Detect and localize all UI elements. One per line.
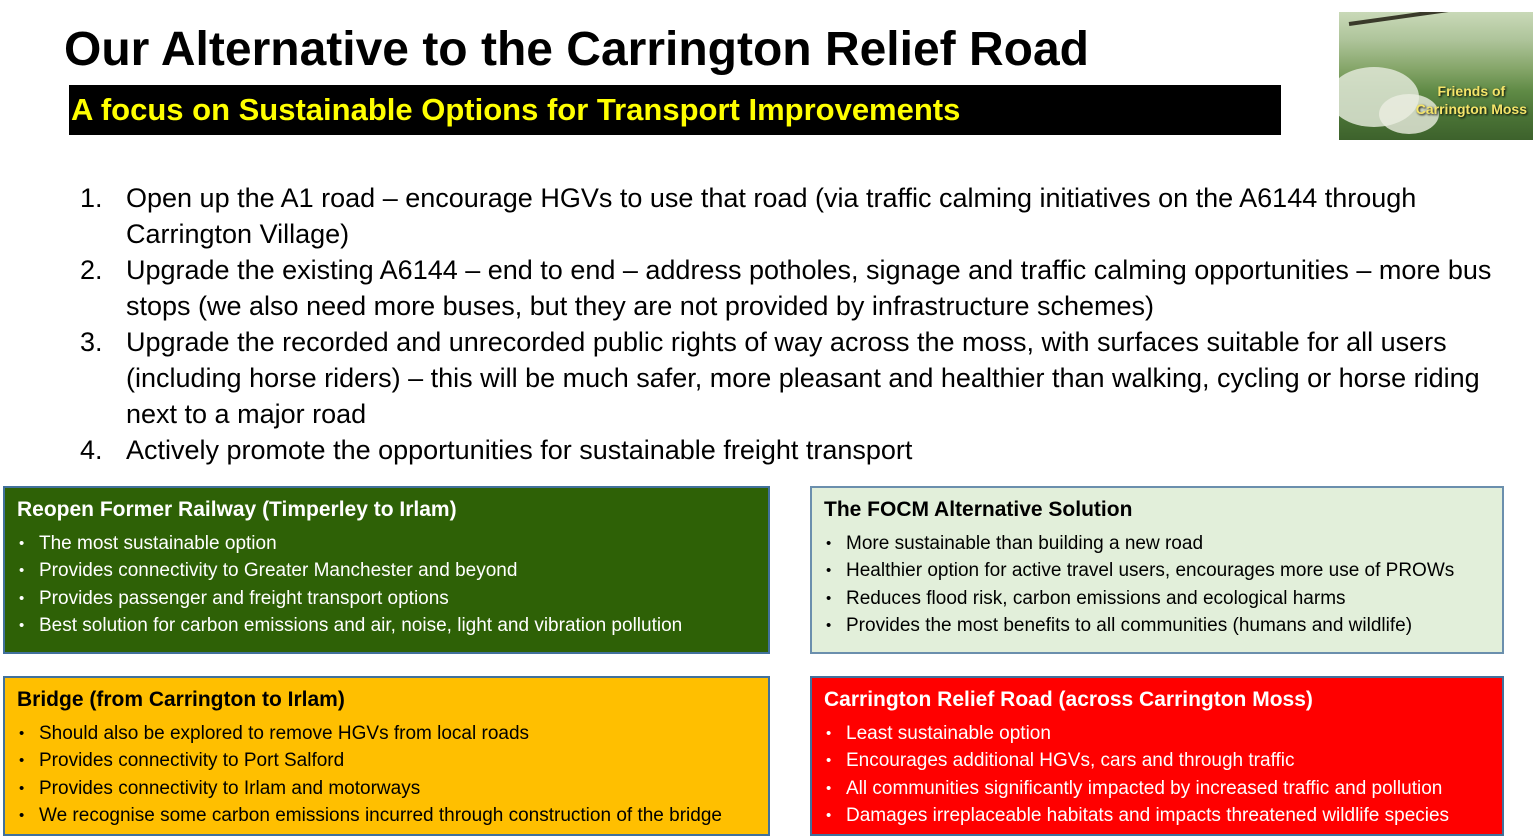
bridge-option-box (3, 676, 770, 836)
list-item: • All communities significantly impacted by increased traffic and pollution (824, 775, 1490, 802)
list-item: • Healthier option for active travel users, encourages more use of PROWs (824, 557, 1490, 584)
page-title: Our Alternative to the Carrington Relief Road (64, 23, 1089, 76)
list-item-text: Upgrade the recorded and unrecorded public rights of way across the moss, with surfaces suitable for all users (including horse riders) – this will be much safer, more pleasant and healthier than walking, cycling or horse riding next to a major road (126, 327, 1480, 429)
list-item: • Reduces flood risk, carbon emissions and ecological harms (824, 585, 1490, 612)
list-item-text: Actively promote the opportunities for sustainable freight transport (126, 435, 913, 465)
friends-of-carrington-moss-logo (1339, 12, 1533, 140)
focm-solution-box (810, 486, 1504, 654)
list-item: • Should also be explored to remove HGVs from local roads (17, 720, 756, 747)
list-item: • More sustainable than building a new road (824, 530, 1490, 557)
logo-text-line1: Friends of (1437, 83, 1506, 99)
list-item: • Provides connectivity to Port Salford (17, 747, 756, 774)
logo-branch (1349, 12, 1528, 26)
list-item: • Encourages additional HGVs, cars and through traffic (824, 747, 1490, 774)
list-item: • Provides passenger and freight transport options (17, 585, 756, 612)
list-item: • The most sustainable option (17, 530, 756, 557)
bridge-option-title: Bridge (from Carrington to Irlam) (17, 688, 345, 711)
railway-option-title: Reopen Former Railway (Timperley to Irlam) (17, 498, 457, 521)
list-item: • Provides connectivity to Greater Manchester and beyond (17, 557, 756, 584)
relief-road-option-list (824, 720, 1490, 829)
list-item: • Provides connectivity to Irlam and motorways (17, 775, 756, 802)
list-item (80, 180, 1520, 252)
list-item-number: 1. (80, 183, 103, 213)
railway-option-box (3, 486, 770, 654)
list-item-text: Upgrade the existing A6144 – end to end – address potholes, signage and traffic calming opportunities – more bus stops (we also need more buses, but they are not provided by infrastructure schemes) (126, 255, 1492, 321)
list-item (80, 324, 1520, 432)
relief-road-option-box (810, 676, 1504, 836)
list-item (80, 252, 1520, 324)
list-item (80, 432, 1520, 468)
logo-text-line2: Carrington Moss (1415, 101, 1527, 117)
list-item: • We recognise some carbon emissions incurred through construction of the bridge (17, 802, 756, 829)
focm-solution-title: The FOCM Alternative Solution (824, 498, 1133, 521)
list-item: • Damages irreplaceable habitats and impacts threatened wildlife species (824, 802, 1490, 829)
logo-text (1416, 82, 1527, 118)
list-item-text: Open up the A1 road – encourage HGVs to use that road (via traffic calming initiatives on the A6144 through Carrington Village) (126, 183, 1417, 249)
list-item: • Best solution for carbon emissions and air, noise, light and vibration pollution (17, 612, 756, 639)
railway-option-list (17, 530, 756, 639)
list-item-number: 4. (80, 435, 103, 465)
focm-solution-list (824, 530, 1490, 639)
list-item: • Provides the most benefits to all communities (humans and wildlife) (824, 612, 1490, 639)
list-item-number: 3. (80, 327, 103, 357)
list-item: • Least sustainable option (824, 720, 1490, 747)
numbered-points-list (80, 180, 1520, 468)
bridge-option-list (17, 720, 756, 829)
page-subtitle: A focus on Sustainable Options for Transport Improvements (69, 85, 1281, 135)
list-item-number: 2. (80, 255, 103, 285)
relief-road-option-title: Carrington Relief Road (across Carrington Moss) (824, 688, 1313, 711)
